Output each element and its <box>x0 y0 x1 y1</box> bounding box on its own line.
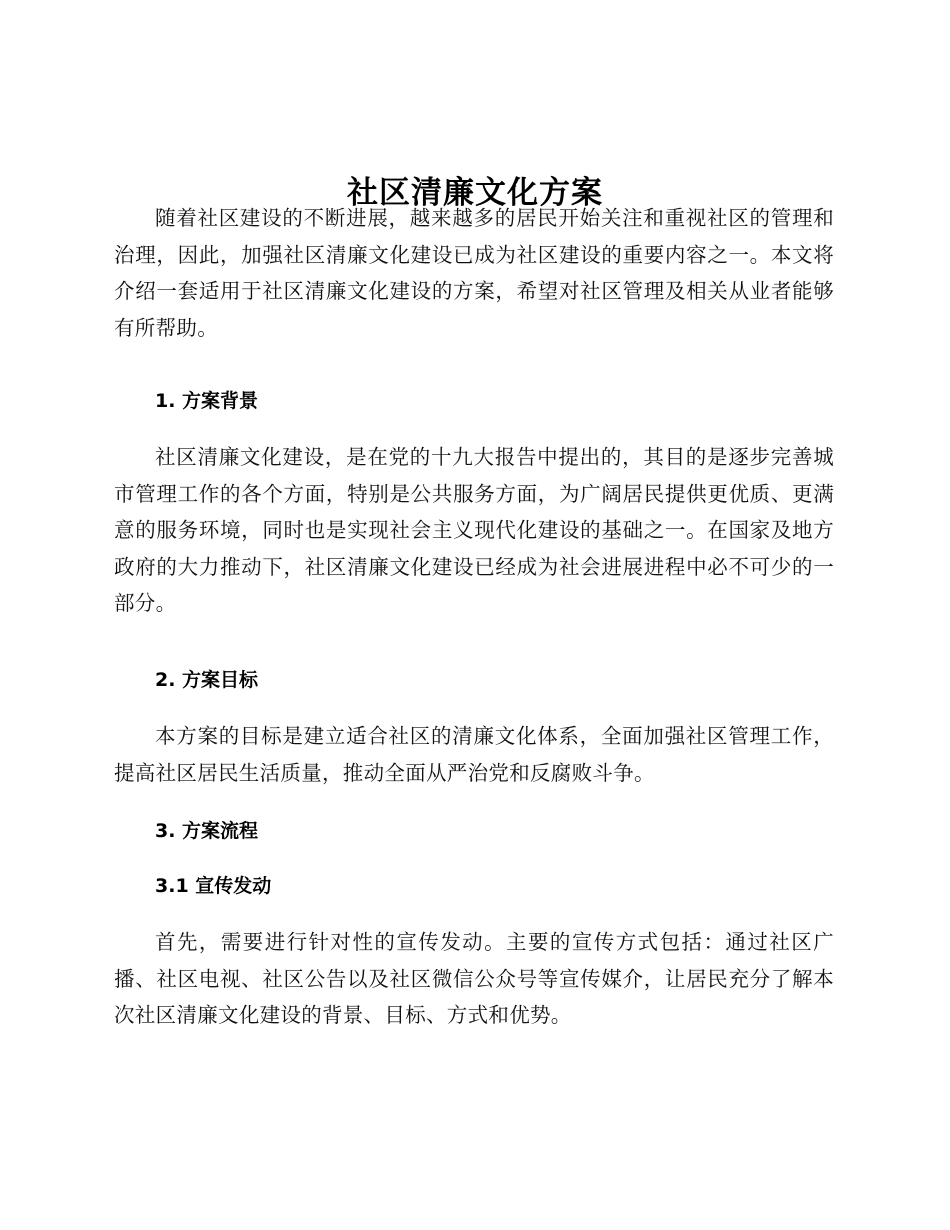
intro-paragraph: 随着社区建设的不断进展，越来越多的居民开始关注和重视社区的管理和治理，因此，加强社区清廉文化建设已成为社区建设的重要内容之一。本文将介绍一套适用于社区清廉文化建设的方案，希望对社区管理及相关从业者能够有所帮助。 <box>114 206 834 340</box>
section-heading-goal: 2. 方案目标 <box>155 669 259 691</box>
section-heading-background: 1. 方案背景 <box>155 390 259 412</box>
section-body-background: 社区清廉文化建设，是在党的十九大报告中提出的，其目的是逐步完善城市管理工作的各个方面，特别是公共服务方面，为广阔居民提供更优质、更满意的服务环境，同时也是实现社会主义现代化建设的基础之一。在国家及地方政府的大力推动下，社区清廉文化建设已经成为社会进展进程中必不可少的一部分。 <box>114 445 834 615</box>
section-body-goal: 本方案的目标是建立适合社区的清廉文化体系，全面加强社区管理工作，提高社区居民生活质量，推动全面从严治党和反腐败斗争。 <box>114 724 834 785</box>
subsection-body-promotion: 首先，需要进行针对性的宣传发动。主要的宣传方式包括：通过社区广播、社区电视、社区公告以及社区微信公众号等宣传媒介，让居民充分了解本次社区清廉文化建设的背景、目标、方式和优势。 <box>114 930 834 1027</box>
section-heading-process: 3. 方案流程 <box>155 820 259 842</box>
subsection-heading-promotion: 3.1 宣传发动 <box>155 875 272 897</box>
document-title: 社区清廉文化方案 <box>347 174 603 211</box>
